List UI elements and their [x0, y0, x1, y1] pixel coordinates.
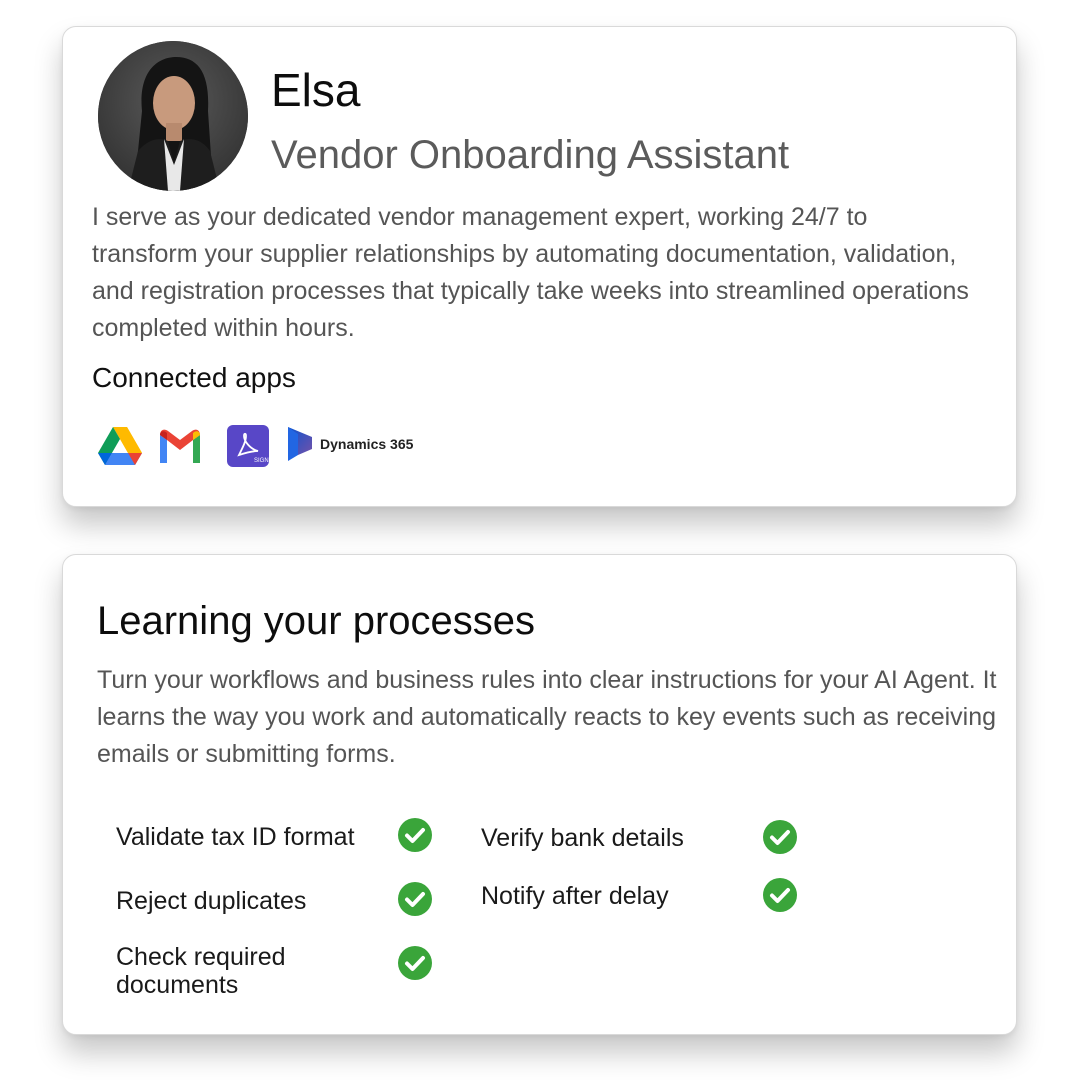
check-icon — [397, 881, 433, 917]
google-drive-icon[interactable] — [98, 427, 142, 470]
rule-verify-bank-details: Verify bank details — [481, 824, 684, 852]
agent-profile-card — [62, 26, 1017, 507]
check-icon — [397, 817, 433, 853]
dynamics-365-icon[interactable] — [286, 425, 413, 463]
learning-processes-card — [62, 554, 1017, 1035]
check-icon — [397, 945, 433, 981]
agent-name: Elsa — [271, 64, 361, 116]
learning-description: Turn your workflows and business rules into clear instructions for your AI Agent. It learns the way you work and automatically reacts to key events such as receiving emails or submitting forms. — [97, 666, 997, 768]
agent-role: Vendor Onboarding Assistant — [271, 133, 790, 177]
agent-description: I serve as your dedicated vendor management expert, working 24/7 to transform your supplier relationships by automating documentation, validation, and registration processes that typically take weeks into streamlined operations completed within hours. — [92, 203, 969, 342]
avatar — [98, 41, 248, 191]
rule-notify-after-delay: Notify after delay — [481, 882, 669, 910]
sign-badge-text: SIGN — [254, 458, 269, 464]
dynamics-365-label: Dynamics 365 — [320, 436, 414, 452]
check-icon — [762, 877, 798, 913]
learning-title: Learning your processes — [97, 599, 536, 643]
adobe-sign-icon[interactable] — [227, 425, 269, 472]
rule-reject-duplicates: Reject duplicates — [116, 887, 307, 915]
check-icon — [762, 819, 798, 855]
rule-check-required-documents: Check required documents — [116, 943, 286, 999]
rule-validate-tax-id: Validate tax ID format — [116, 823, 355, 851]
connected-apps-heading: Connected apps — [92, 362, 296, 393]
gmail-icon[interactable] — [157, 429, 203, 468]
